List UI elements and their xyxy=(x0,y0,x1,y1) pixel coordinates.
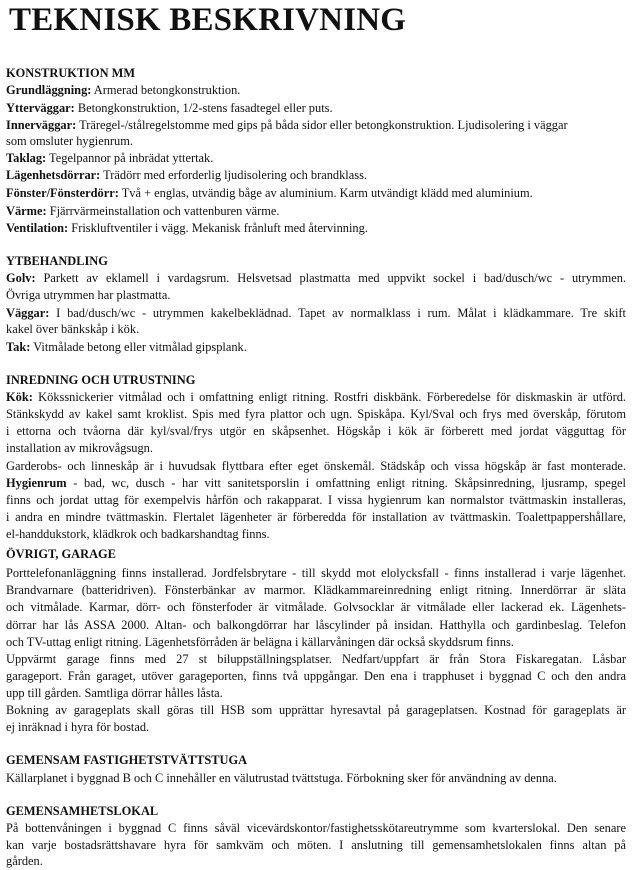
paragraph-line: Brandvarnare (batteridriven). Fönsterbänkar av marmor. Klädkammareinredning enligt ritning. Innerdörrar är släta xyxy=(6,583,626,597)
spec-text: Betongkonstruktion, 1/2-stens fasadtegel eller puts. xyxy=(74,101,333,115)
spec-text: Tegelpannor på inbrädat yttertak. xyxy=(46,151,214,165)
spec-label: Fönster/Fönsterdörr: xyxy=(6,186,119,200)
spec-text: Friskluftventiler i vägg. Mekanisk frånluft med återvinning. xyxy=(68,221,368,235)
spec-varme xyxy=(6,204,280,219)
paragraph-line: garageport. Från garaget, utöver garageporten, finns två uppgångar. Den ena i trapphuset i byggnad C och den andra xyxy=(6,669,626,683)
spec-kok-cont: Stänkskydd av kakel samt kroklist. Spis med fyra plattor och ugn. Spiskåpa. Kyl/Sval och frys med överskåp, förutom xyxy=(6,407,626,421)
spec-text: I bad/dusch/wc - utrymmen kakelbeklädnad. Tapet av normalklass i rum. Målat i klädkammare. Tre skift xyxy=(49,306,626,320)
paragraph-line: gården. xyxy=(6,854,43,868)
spec-kok-cont: i ettorna och tvåorna där kyl/sval/frys utgör en skåpsenhet. Högskåp i kök är förberett med jordat vägguttag för xyxy=(6,424,626,438)
spec-kok xyxy=(6,390,626,405)
spec-ventilation xyxy=(6,221,368,236)
paragraph-line: Uppvärmt garage finns med 27 st biluppställningsplatser. Nedfart/uppfart är från Stora Fiskaregatan. Låsbar xyxy=(6,652,626,666)
document-title: TEKNISK BESKRIVNING xyxy=(9,2,407,38)
spec-hygienrum xyxy=(6,476,626,491)
spec-tak xyxy=(6,340,247,355)
section-heading-konstruktion: KONSTRUKTION MM xyxy=(6,66,136,80)
section-heading-tvattstuga: GEMENSAM FASTIGHETSTVÄTTSTUGA xyxy=(6,753,248,767)
spec-fonster xyxy=(6,186,533,201)
paragraph-line: Källarplanet i byggnad B och C innehåller en välutrustad tvättstuga. Förbokning sker för användning av denna. xyxy=(6,771,557,785)
spec-vaggar-cont: kakel över bänkskåp i kök. xyxy=(6,322,140,336)
paragraph-line: kan varje bostadsrättshavare hyra för samkväm och möten. I anslutning till gemensamhetslokalen finns altan på xyxy=(6,838,626,852)
spec-golv xyxy=(6,271,626,286)
spec-hygienrum-cont: i andra en mindre tvättmaskin. Flertalet lägenheter är förberedda för installation av tvättmaskin. Toalettpappershållare, xyxy=(6,510,626,524)
spec-innervaggar-cont: som omsluter hygienrum. xyxy=(6,134,133,148)
spec-text: - bad, wc, dusch - har vitt sanitetsporslin i omfattning enligt ritning. Skåpsinredning, ljusramp, spegel xyxy=(66,476,626,490)
spec-text: Trädörr med erforderlig ljudisolering och brandklass. xyxy=(100,168,367,182)
paragraph-line: Bokning av garageplats skall göras till HSB som upprättar hyresavtal på garageplatsen. Kostnad för garageplats är xyxy=(6,703,626,717)
spec-text: Träregel-/stålregelstomme med gips på båda sidor eller betongkonstruktion. Ljudisolering i väggar xyxy=(76,118,568,132)
spec-label: Ytterväggar: xyxy=(6,101,75,115)
section-heading-inredning: INREDNING OCH UTRUSTNING xyxy=(6,373,196,387)
spec-label: Väggar: xyxy=(6,306,50,320)
spec-label: Hygienrum xyxy=(6,476,67,490)
spec-label: Ventilation: xyxy=(6,221,69,235)
spec-hygienrum-cont: finns och jordat uttag för exempelvis hårfön och rakapparat. I vissa hygienrum kan normalstor tvättmaskin installeras, xyxy=(6,493,626,507)
spec-text: Kökssnickerier vitmålad och i omfattning enligt ritning. Rostfri diskbänk. Förberedelse för diskmaskin är utförd. xyxy=(32,390,626,404)
spec-text: Vitmålade betong eller vitmålad gipsplank. xyxy=(30,340,247,354)
section-heading-ytbehandling: YTBEHANDLING xyxy=(6,254,108,268)
spec-label: Golv: xyxy=(6,271,36,285)
spec-text: Två + englas, utvändig båge av aluminium. Karm utvändigt klädd med aluminium. xyxy=(118,186,533,200)
spec-taklag xyxy=(6,151,213,166)
spec-text: Fjärrvärmeinstallation och vattenburen värme. xyxy=(46,204,280,218)
paragraph-line: dörrar har lås ASSA 2000. Altan- och balkongdörrar har låscylinder på insidan. Hatthylla och gardinbeslag. Telefon xyxy=(6,618,626,632)
spec-hygienrum-cont: el-handdukstork, klädkrok och badkarshandtag finns. xyxy=(6,527,270,541)
spec-text: Armerad betongkonstruktion. xyxy=(91,83,241,97)
section-heading-ovrigt: ÖVRIGT, GARAGE xyxy=(6,547,116,561)
section-heading-lokal: GEMENSAMHETSLOKAL xyxy=(6,804,159,818)
spec-innervaggar xyxy=(6,118,568,133)
spec-label: Taklag: xyxy=(6,151,47,165)
spec-label: Värme: xyxy=(6,204,47,218)
spec-label: Lägenhetsdörrar: xyxy=(6,168,101,182)
spec-vaggar xyxy=(6,306,626,321)
spec-label: Innerväggar: xyxy=(6,118,77,132)
paragraph-line: På bottenvåningen i byggnad C finns såväl vicevärdskontor/fastighetsskötareutrymme som kvarterslokal. Den senare xyxy=(6,821,626,835)
spec-text: Parkett av eklamell i vardagsrum. Helsvetsad plastmatta med uppvikt sockel i bad/dusch/wc - utrymmen. xyxy=(35,271,626,285)
spec-golv-cont: Övriga utrymmen har plastmatta. xyxy=(6,288,171,302)
spec-garderob: Garderobs- och linneskåp är i huvudsak flyttbara efter eget önskemål. Städskåp och vissa högskåp är fast monterade. xyxy=(6,459,626,473)
paragraph-line: och TV-uttag enligt ritning. Lägenhetsförråden är belägna i källarvåningen där också skyddsrum finns. xyxy=(6,635,514,649)
spec-label: Grundläggning: xyxy=(6,83,92,97)
spec-label: Kök: xyxy=(6,390,33,404)
paragraph-line: ej inräknad i hyra för bostad. xyxy=(6,720,150,734)
spec-yttervaggar xyxy=(6,101,333,116)
paragraph-line: upp till gården. Samtliga dörrar hålles låsta. xyxy=(6,686,223,700)
paragraph-line: och vitmålade. Karmar, dörr- och fönsterfoder är vitmålade. Golvsocklar är vitmålade eller lackerad ek. Lägenhets- xyxy=(6,600,626,614)
spec-kok-cont: installation av mikrovågsugn. xyxy=(6,441,153,455)
spec-lagenhetsdorrar xyxy=(6,168,367,183)
spec-grundlaggning xyxy=(6,83,240,98)
paragraph-line: Porttelefonanläggning finns installerad. Jordfelsbrytare - till skydd mot elolycksfall - finns installerad i varje lägenhet. xyxy=(6,566,626,580)
spec-label: Tak: xyxy=(6,340,31,354)
